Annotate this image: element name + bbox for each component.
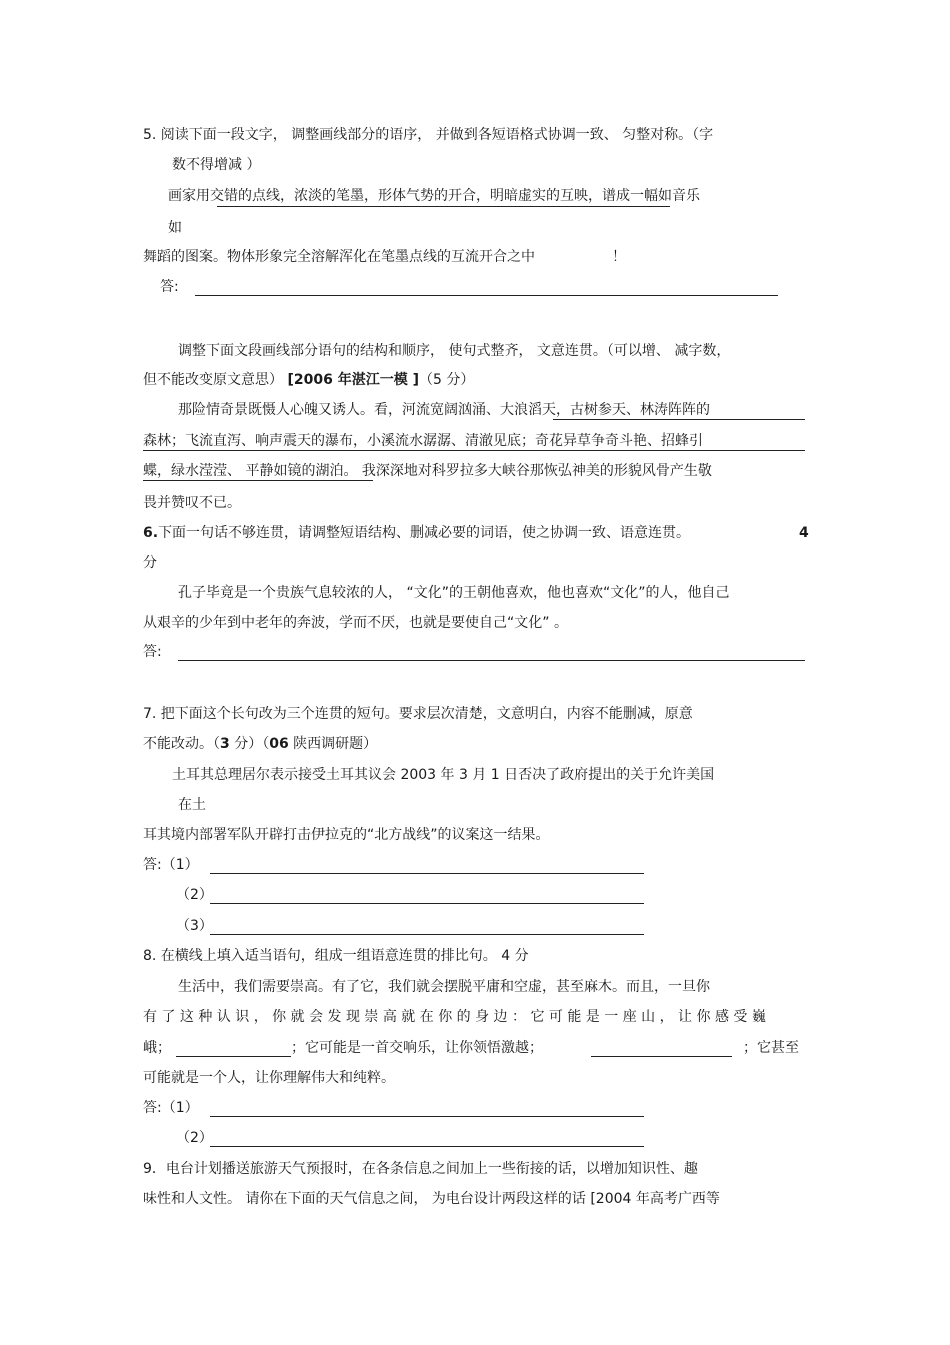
adjust-line2 bbox=[143, 371, 474, 389]
q7-line1: 7. 把下面这个长句改为三个连贯的短句。要求层次清楚，文意明白，内容不能删减，原意 bbox=[143, 706, 693, 722]
adjust-p1: 那险情奇景既慑人心魄又诱人。看，河流宽阔汹涌、大浪滔天，古树参天、林涛阵阵的 bbox=[178, 402, 710, 418]
q8-p3-c: ；它甚至 bbox=[743, 1040, 799, 1056]
q7-answer-line-2[interactable] bbox=[210, 903, 644, 904]
adjust-p4: 畏并赞叹不已。 bbox=[143, 495, 241, 511]
q6-number: 6. bbox=[143, 525, 159, 541]
q6-line1 bbox=[143, 524, 690, 542]
q7-p1b: 在土 bbox=[178, 797, 206, 813]
q6-score-unit: 分 bbox=[143, 555, 157, 571]
q5-text-c: 舞蹈的图案。物体形象完全溶解浑化在笔墨点线的互流开合之中 bbox=[143, 249, 535, 265]
q7-line2 bbox=[143, 735, 377, 753]
q8-blank-1[interactable] bbox=[176, 1056, 291, 1057]
q5-text-c-end: ！ bbox=[612, 249, 626, 265]
q7-year: 06 bbox=[269, 736, 289, 752]
q8-answer-1: 答:（1） bbox=[143, 1100, 199, 1116]
q7-p2: 耳其境内部署军队开辟打击伊拉克的“北方战线”的议案这一结果。 bbox=[143, 827, 550, 843]
q6-p2: 从艰辛的少年到中老年的奔波，学而不厌，也就是要使自己“文化” 。 bbox=[143, 615, 568, 631]
adjust-p2: 森林；飞流直泻、响声震天的瀑布，小溪流水潺潺、清澈见底；奇花异草争奇斗艳、招蜂引 bbox=[143, 433, 703, 449]
adjust-line2-a: 但不能改变原文意思） bbox=[143, 372, 288, 388]
q7-answer-line-1[interactable] bbox=[210, 873, 644, 874]
q8-blank-2[interactable] bbox=[591, 1056, 732, 1057]
q6-answer-label: 答: bbox=[143, 644, 162, 660]
adjust-underline-2 bbox=[143, 450, 805, 451]
q5-line1: 5. 阅读下面一段文字， 调整画线部分的语序， 并做到各短语格式协调一致、 匀整对称。（字 bbox=[143, 127, 714, 143]
q7-score-num: 3 bbox=[220, 736, 230, 752]
q7-answer-3: （3） bbox=[176, 918, 213, 934]
q5-answer-label: 答: bbox=[160, 279, 179, 295]
q8-line1: 8. 在横线上填入适当语句，组成一组语意连贯的排比句。 4 分 bbox=[143, 948, 529, 964]
q7-line2-e: 陕西调研题） bbox=[288, 736, 378, 752]
q6-prompt: 下面一句话不够连贯，请调整短语结构、删减必要的词语，使之协调一致、语意连贯。 bbox=[158, 525, 691, 541]
q6-score-num: 4 bbox=[799, 525, 809, 541]
q5-underline bbox=[217, 206, 670, 207]
q7-answer-line-3[interactable] bbox=[210, 934, 644, 935]
q5-text-b: 如 bbox=[168, 220, 182, 236]
adjust-p3-b: 我深深地对科罗拉多大峡谷那恢弘神美的形貌风骨产生敬 bbox=[357, 463, 712, 479]
q8-p1: 生活中，我们需要崇高。有了它，我们就会摆脱平庸和空虚，甚至麻木。而且，一旦你 bbox=[178, 979, 710, 995]
q5-line2: 数不得增减 ） bbox=[172, 157, 261, 173]
q8-p3-a: 峨； bbox=[143, 1040, 171, 1056]
q8-p3-b: ；它可能是一首交响乐，让你领悟激越； bbox=[291, 1040, 543, 1056]
adjust-p3-a: 蝶，绿水滢滢、 平静如镜的湖泊。 bbox=[143, 463, 358, 479]
q8-answer-2: （2） bbox=[176, 1130, 213, 1146]
adjust-source: [2006 年湛江一模 ] bbox=[287, 372, 419, 388]
q5-text-a: 画家用交错的点线，浓淡的笔墨，形体气势的开合，明暗虚实的互映，谱成一幅如音乐 bbox=[168, 188, 700, 204]
q8-p2: 有 了 这 种 认 识 ， 你 就 会 发 现 崇 高 就 在 你 的 身 边 ： 它 可 能 是 一 座 山 ， 让 你 感 受 巍 bbox=[143, 1009, 766, 1025]
q7-answer-2: （2） bbox=[176, 887, 213, 903]
adjust-line1: 调整下面文段画线部分语句的结构和顺序， 使句式整齐， 文意连贯。（可以增、 减字数， bbox=[178, 343, 731, 359]
q8-answer-line-2[interactable] bbox=[210, 1146, 644, 1147]
q9-line1: 9．电台计划播送旅游天气预报时，在各条信息之间加上一些衔接的话，以增加知识性、趣 bbox=[143, 1161, 698, 1177]
q8-answer-line-1[interactable] bbox=[210, 1116, 644, 1117]
adjust-underline-1 bbox=[553, 419, 805, 420]
adjust-underline-3 bbox=[143, 480, 373, 481]
q7-answer-1: 答:（1） bbox=[143, 857, 199, 873]
q9-line2: 味性和人文性。 请你在下面的天气信息之间， 为电台设计两段这样的话 [2004 年高考广西等 bbox=[143, 1191, 720, 1207]
q7-line2-c: 分）（ bbox=[229, 736, 270, 752]
q7-p1: 土耳其总理居尔表示接受土耳其议会 2003 年 3 月 1 日否决了政府提出的关于允许美国 bbox=[172, 767, 715, 783]
q5-answer-line[interactable] bbox=[195, 295, 778, 296]
adjust-score: （5 分） bbox=[418, 372, 475, 388]
q8-p4: 可能就是一个人，让你理解伟大和纯粹。 bbox=[143, 1070, 395, 1086]
q6-answer-line[interactable] bbox=[178, 660, 805, 661]
adjust-p3 bbox=[143, 462, 712, 480]
q7-line2-a: 不能改动。（ bbox=[143, 736, 220, 752]
q6-p1: 孔子毕竟是一个贵族气息较浓的人， “文化”的王朝他喜欢，他也喜欢“文化”的人，他自己 bbox=[178, 585, 730, 601]
